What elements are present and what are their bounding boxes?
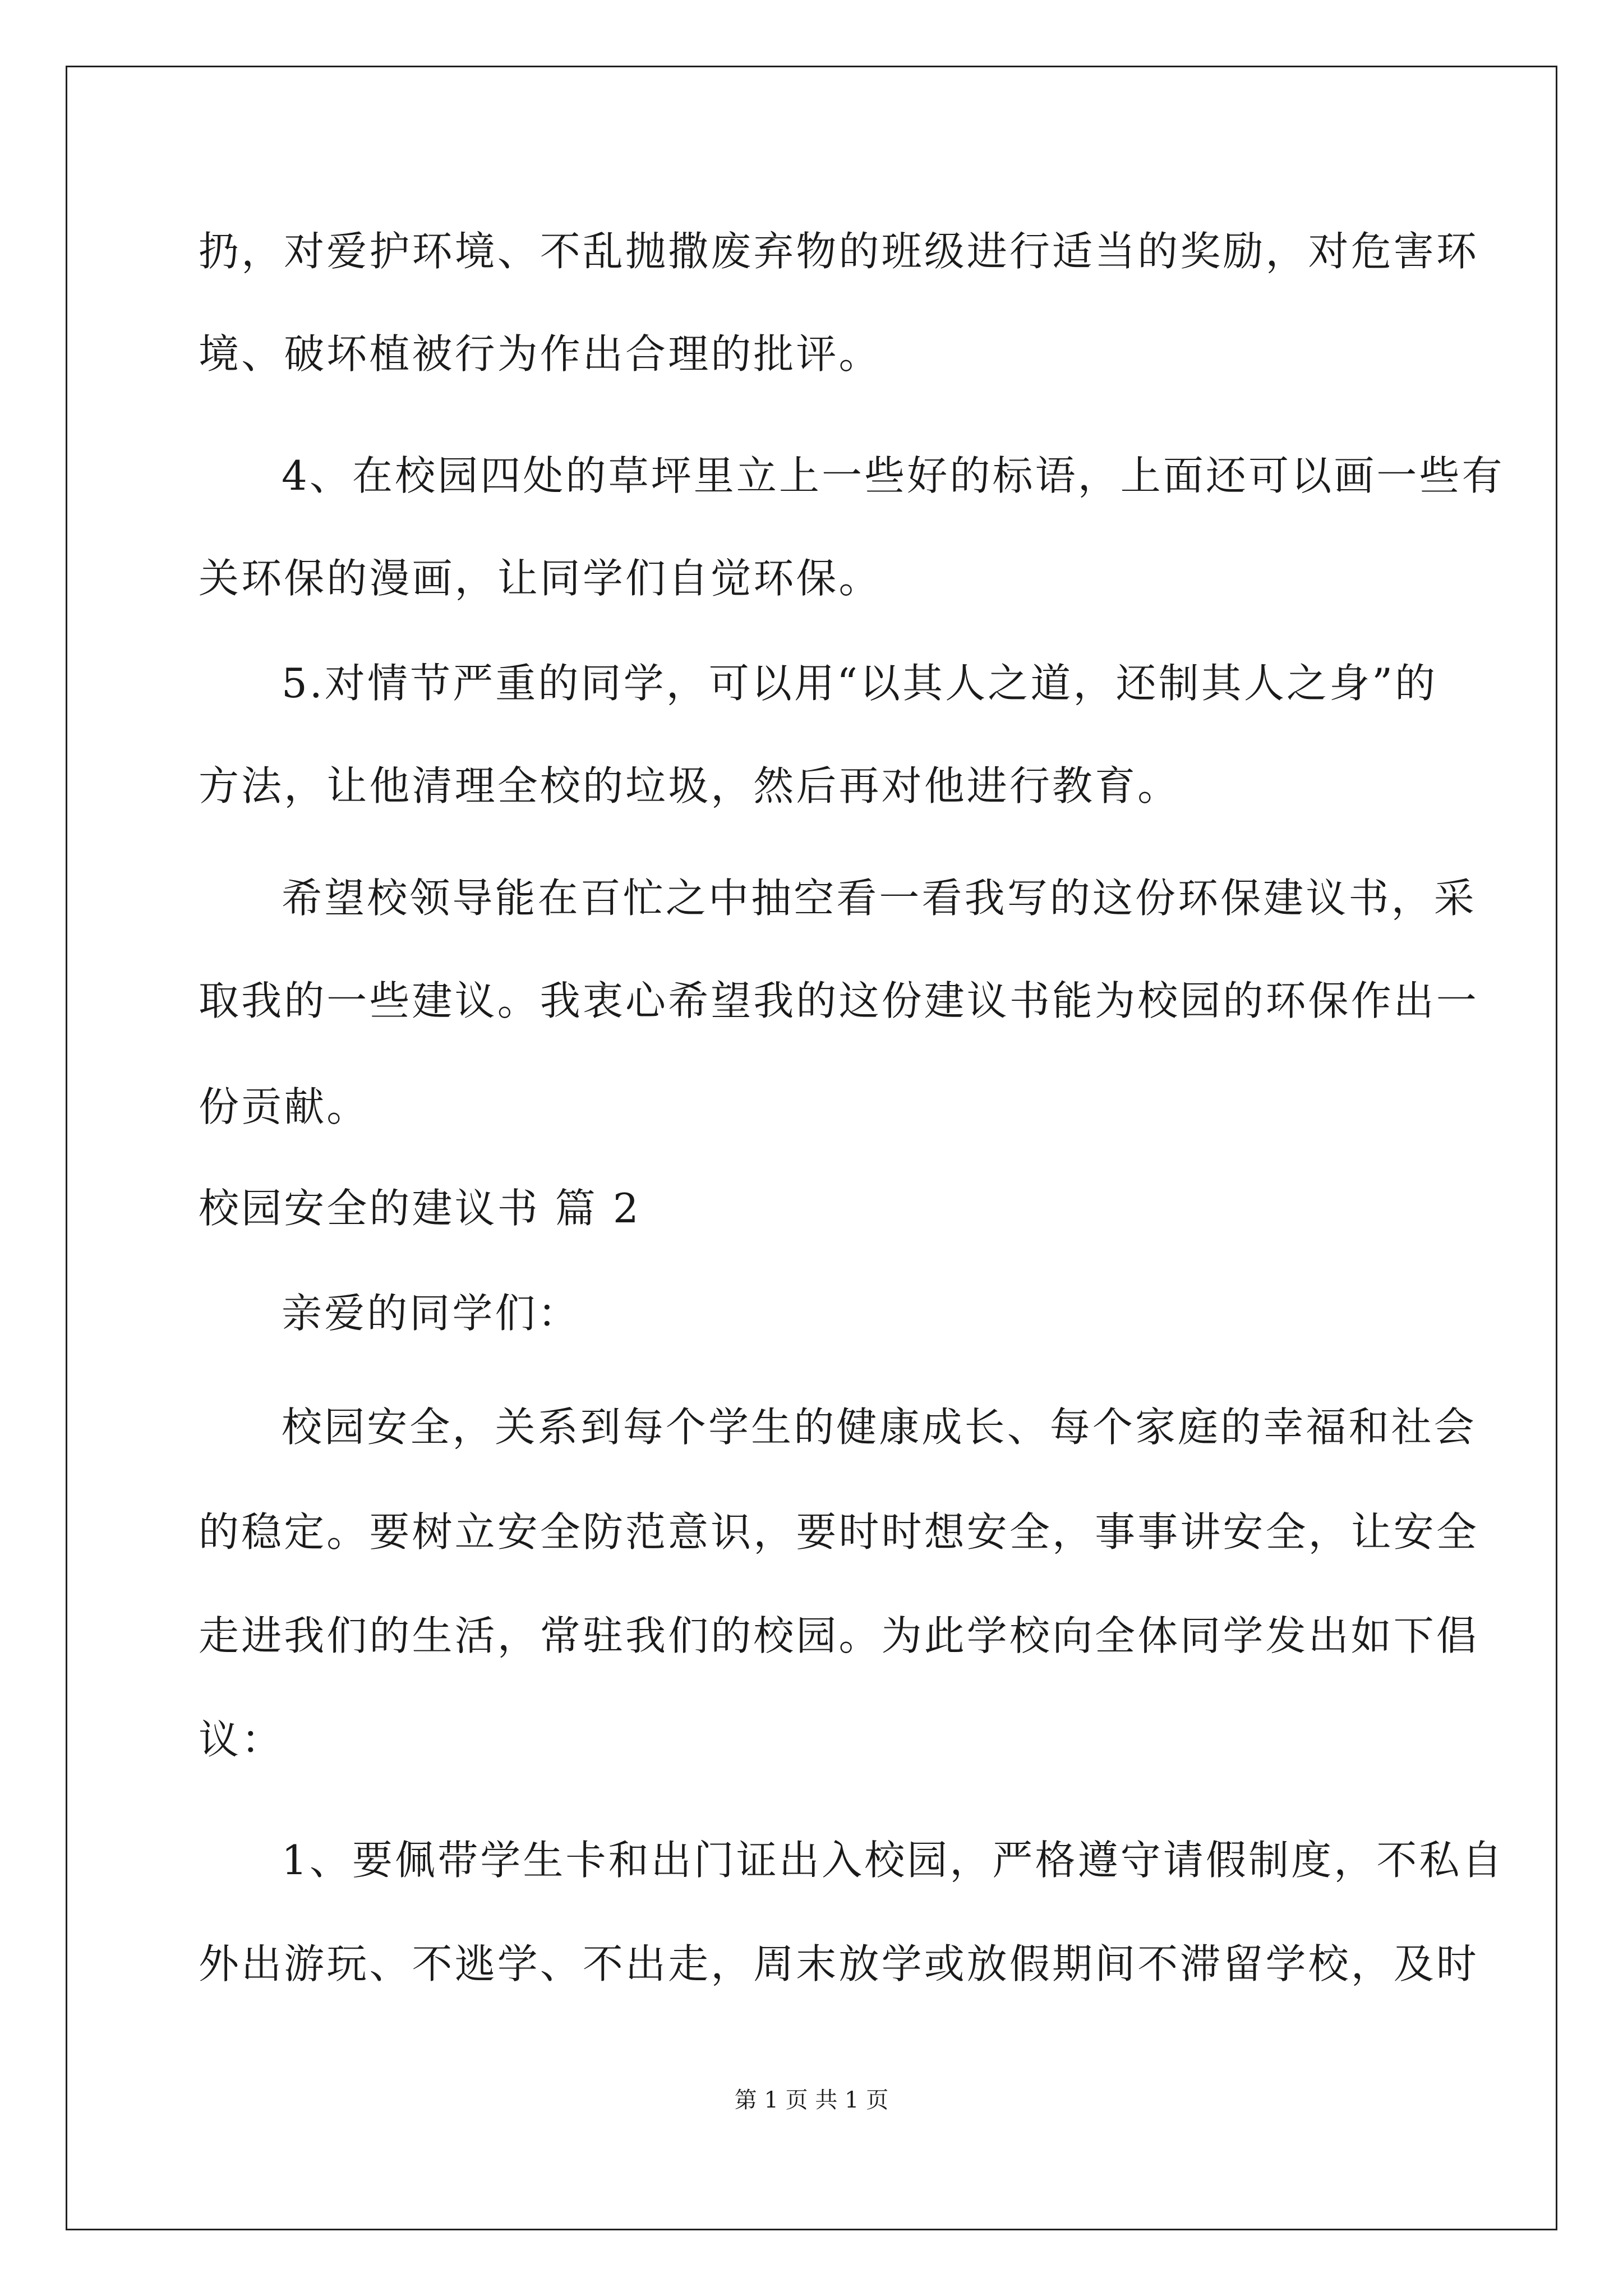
page-border <box>66 66 1557 2230</box>
section-heading: 校园安全的建议书 篇 2 <box>199 1185 641 1232</box>
paragraph-line: 外出游玩、不逃学、不出走，周末放学或放假期间不滞留学校，及时 <box>199 1940 1479 1987</box>
paragraph-line: 关环保的漫画，让同学们自觉环保。 <box>199 555 882 602</box>
paragraph-line: 的稳定。要树立安全防范意识，要时时想安全，事事讲安全，让安全 <box>199 1508 1479 1556</box>
salutation: 亲爱的同学们： <box>282 1290 580 1337</box>
paragraph-line: 希望校领导能在百忙之中抽空看一看我写的这份环保建议书，采 <box>282 875 1477 922</box>
paragraph-line: 走进我们的生活，常驻我们的校园。为此学校向全体同学发出如下倡 <box>199 1612 1479 1659</box>
paragraph-line: 5.对情节严重的同学，可以用“以其人之道，还制其人之身”的 <box>282 660 1438 707</box>
paragraph-line: 境、破坏植被行为作出合理的批评。 <box>199 330 882 378</box>
paragraph-line: 取我的一些建议。我衷心希望我的这份建议书能为校园的环保作出一 <box>199 977 1479 1024</box>
paragraph-line: 校园安全，关系到每个学生的健康成长、每个家庭的幸福和社会 <box>282 1404 1477 1451</box>
paragraph-line: 方法，让他清理全校的垃圾，然后再对他进行教育。 <box>199 762 1181 809</box>
paragraph-line: 4、在校园四处的草坪里立上一些好的标语，上面还可以画一些有 <box>282 452 1505 499</box>
paragraph-line: 份贡献。 <box>199 1083 370 1130</box>
paragraph-line: 议： <box>199 1716 284 1763</box>
page-number-footer: 第 1 页 共 1 页 <box>734 2087 889 2113</box>
paragraph-line: 1、要佩带学生卡和出门证出入校园，严格遵守请假制度，不私自 <box>282 1837 1505 1884</box>
paragraph-line: 扔，对爱护环境、不乱抛撒废弃物的班级进行适当的奖励，对危害环 <box>199 228 1479 275</box>
